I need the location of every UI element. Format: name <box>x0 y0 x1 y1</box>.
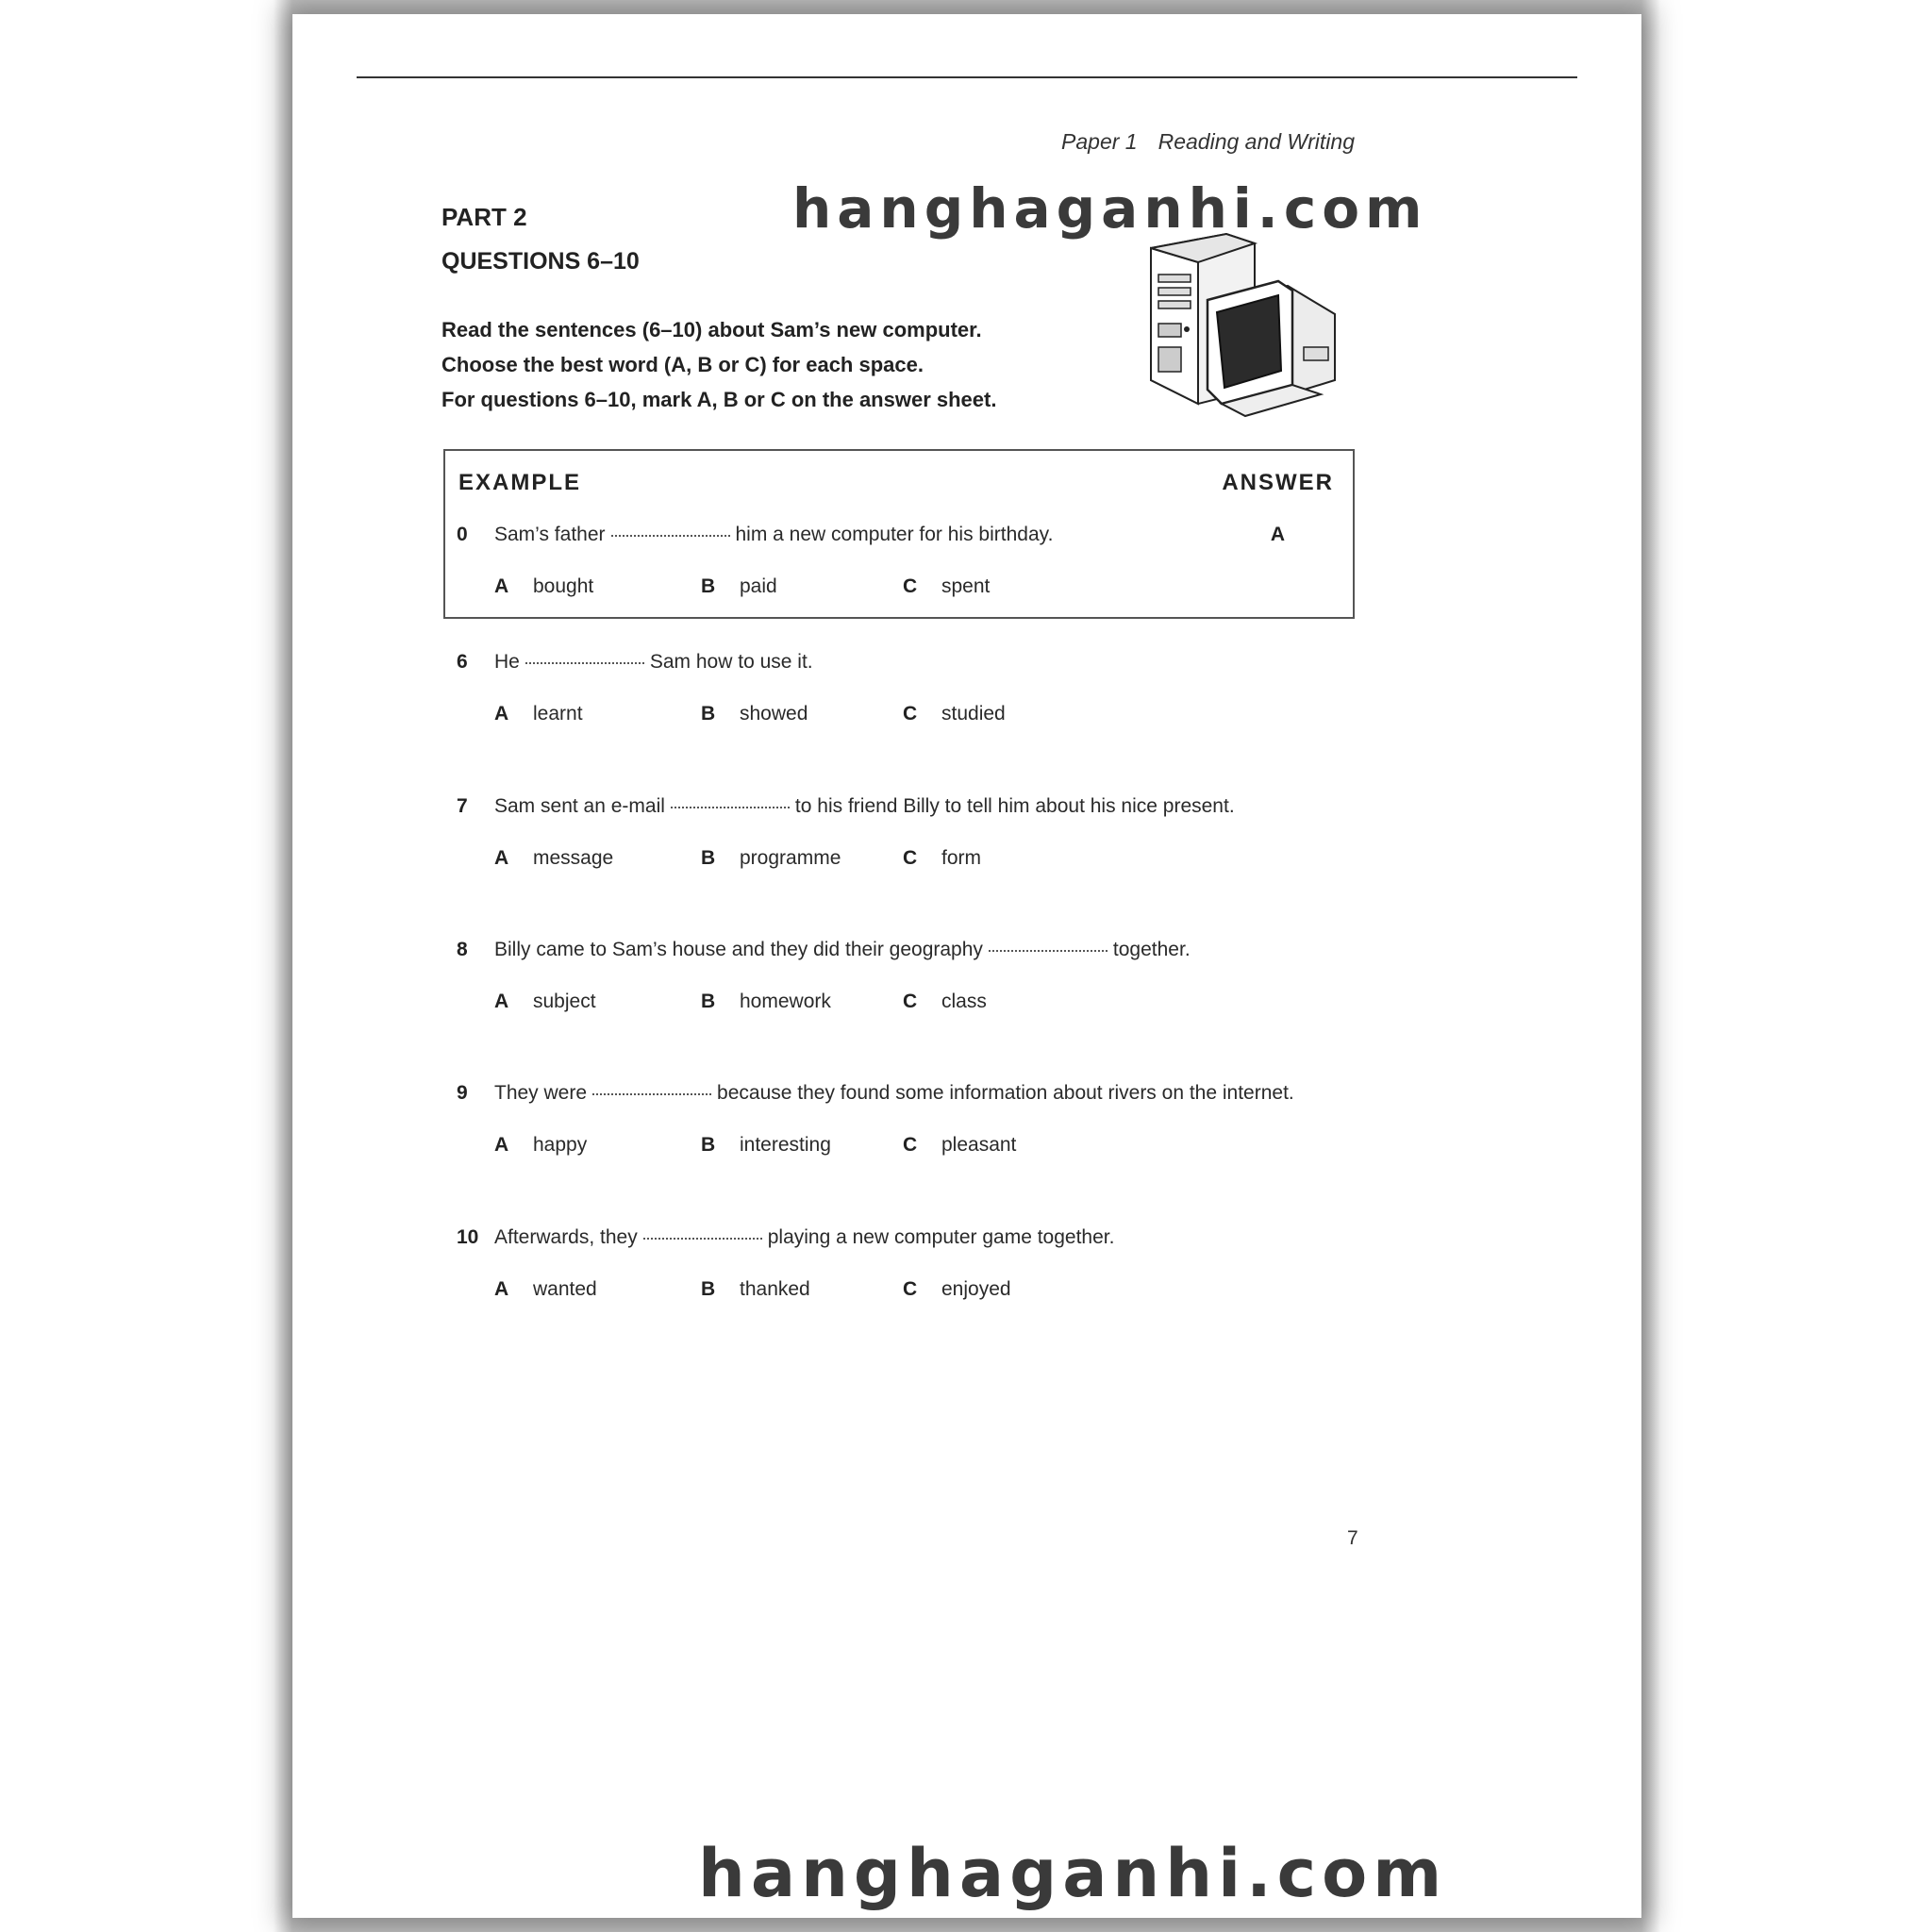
question-number: 9 <box>457 1082 468 1104</box>
option-b <box>701 703 808 725</box>
option-a <box>494 1134 587 1157</box>
option-b <box>701 991 831 1013</box>
option-text: form <box>941 847 981 869</box>
option-b <box>701 575 777 598</box>
option-text: message <box>533 847 614 869</box>
option-letter: C <box>903 575 918 597</box>
option-text: subject <box>533 991 596 1012</box>
option-text: wanted <box>533 1278 597 1300</box>
question-number: 8 <box>457 939 468 960</box>
answer-options <box>494 703 1155 731</box>
example-label: EXAMPLE <box>458 470 582 495</box>
watermark-bottom: hanghaganhi.com <box>698 1835 1448 1912</box>
option-text: happy <box>533 1134 588 1156</box>
question-text <box>494 651 813 674</box>
option-text: studied <box>941 703 1006 724</box>
question-text-before: He <box>494 651 520 673</box>
option-text: pleasant <box>941 1134 1017 1156</box>
option-b <box>701 1134 831 1157</box>
option-letter: B <box>701 1134 716 1156</box>
question-text <box>494 1226 1114 1249</box>
question-text-after: playing a new computer game together. <box>767 1226 1115 1248</box>
exam-page <box>292 14 1641 1918</box>
option-text: programme <box>740 847 841 869</box>
option-letter: C <box>903 1134 918 1156</box>
option-a <box>494 703 583 725</box>
option-b <box>701 847 841 870</box>
answer-gap <box>643 1238 762 1240</box>
option-letter: C <box>903 991 918 1012</box>
option-text: thanked <box>740 1278 810 1300</box>
question-text-before: Billy came to Sam’s house and they did their geography <box>494 939 983 960</box>
answer-gap <box>671 807 790 808</box>
answer-options <box>494 1278 1155 1307</box>
option-text: spent <box>941 575 991 597</box>
example-answer: A <box>1270 524 1285 545</box>
question-text-before: Afterwards, they <box>494 1226 638 1248</box>
instruction-line: Read the sentences (6–10) about Sam’s new computer. <box>441 318 982 341</box>
running-header <box>1061 129 1355 155</box>
answer-gap <box>525 662 644 664</box>
option-text: homework <box>740 991 831 1012</box>
answer-gap <box>592 1093 711 1095</box>
answer-gap <box>989 950 1108 952</box>
question-text <box>494 1082 1294 1105</box>
option-text: bought <box>533 575 594 597</box>
option-text: showed <box>740 703 808 724</box>
option-letter: A <box>494 575 509 597</box>
option-letter: B <box>701 1278 716 1300</box>
question-number: 6 <box>457 651 468 673</box>
answer-options <box>494 847 1155 875</box>
answer-label: ANSWER <box>1222 470 1334 495</box>
option-c <box>903 703 1006 725</box>
option-c <box>903 991 987 1013</box>
watermark-top: hanghaganhi.com <box>792 176 1428 241</box>
option-text: enjoyed <box>941 1278 1011 1300</box>
option-letter: C <box>903 1278 918 1300</box>
option-c <box>903 575 990 598</box>
question-text-before: Sam’s father <box>494 524 606 545</box>
questions-title: QUESTIONS 6–10 <box>441 248 640 275</box>
option-b <box>701 1278 810 1301</box>
option-letter: A <box>494 991 509 1012</box>
page-number: 7 <box>1347 1527 1358 1549</box>
computer-illustration <box>1132 229 1349 418</box>
answer-options <box>494 575 1155 604</box>
answer-gap <box>611 535 730 537</box>
option-letter: B <box>701 991 716 1012</box>
option-letter: A <box>494 847 509 869</box>
question-text <box>494 939 1191 961</box>
option-letter: B <box>701 703 716 724</box>
option-text: interesting <box>740 1134 831 1156</box>
instructions <box>441 312 996 417</box>
option-a <box>494 575 593 598</box>
example-box <box>443 449 1355 619</box>
option-a <box>494 991 596 1013</box>
option-letter: A <box>494 1278 509 1300</box>
header-section: Reading and Writing <box>1158 129 1355 154</box>
question-number: 10 <box>457 1226 479 1248</box>
instruction-line: For questions 6–10, mark A, B or C on the answer sheet. <box>441 388 997 411</box>
option-letter: A <box>494 1134 509 1156</box>
question-text-after: because they found some information about rivers on the internet. <box>717 1082 1294 1104</box>
question-text-after: Sam how to use it. <box>649 651 813 673</box>
option-letter: A <box>494 703 509 724</box>
question-text-before: They were <box>494 1082 588 1104</box>
part-title: PART 2 <box>441 203 527 231</box>
option-a <box>494 847 613 870</box>
option-c <box>903 1134 1016 1157</box>
question-text-before: Sam sent an e-mail <box>494 795 665 817</box>
question-text <box>494 795 1235 818</box>
question-text-after: him a new computer for his birthday. <box>735 524 1054 545</box>
top-rule <box>357 76 1577 78</box>
question-text <box>494 524 1053 546</box>
option-letter: B <box>701 847 716 869</box>
question-number: 7 <box>457 795 468 817</box>
option-c <box>903 847 981 870</box>
option-letter: C <box>903 847 918 869</box>
option-text: class <box>941 991 987 1012</box>
option-letter: B <box>701 575 716 597</box>
question-text-after: to his friend Billy to tell him about his nice present. <box>794 795 1235 817</box>
option-text: paid <box>740 575 777 597</box>
option-c <box>903 1278 1011 1301</box>
option-letter: C <box>903 703 918 724</box>
option-a <box>494 1278 597 1301</box>
question-text-after: together. <box>1112 939 1191 960</box>
header-paper: Paper 1 <box>1061 129 1138 154</box>
instruction-line: Choose the best word (A, B or C) for each space. <box>441 353 924 376</box>
answer-options <box>494 991 1155 1019</box>
option-text: learnt <box>533 703 583 724</box>
answer-options <box>494 1134 1155 1162</box>
question-number: 0 <box>457 524 468 545</box>
